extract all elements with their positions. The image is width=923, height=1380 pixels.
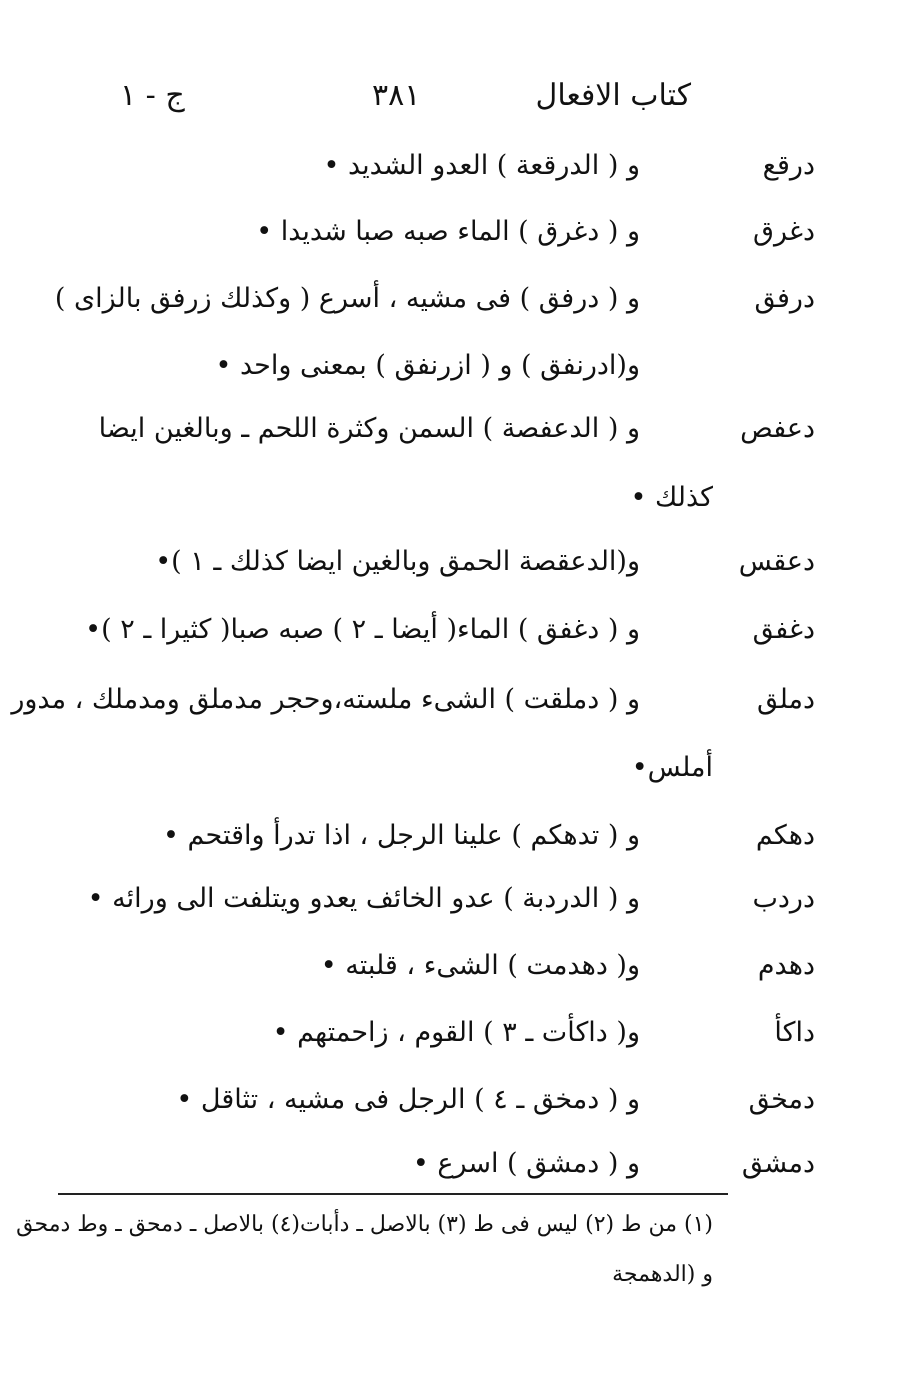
entry-daafas [0,413,923,473]
entry-dahkam [0,820,923,880]
entry-definition: و ( دملقت ) الشىء ملسته،وحجر مدملق ومدملك ، مدور [11,684,640,715]
entry-definition: و ( دمشق ) اسرع • [412,1148,640,1179]
entry-definition: و(الدعقصة الحمق وبالغين ايضا كذلك ـ ١ )• [155,546,640,577]
entry-darqa [0,150,923,210]
entry-daghraq [0,216,923,276]
entry-headword: دعقس [738,546,815,577]
book-title: كتاب الافعال [535,78,691,113]
entry-headword: دغفق [752,614,815,645]
entry-definition: و( دهدمت ) الشىء ، قلبته • [320,950,640,981]
entry-continuation [0,350,923,410]
entry-darfaq [0,283,923,343]
footnote-divider [58,1193,728,1195]
entry-dardab [0,883,923,943]
entry-continuation: كذلك • [630,482,713,513]
entry-daqas [0,546,923,606]
entry-definition: و ( تدهكم ) علينا الرجل ، اذا تدرأ واقتحم • [163,820,640,851]
entry-headword: دهدم [757,950,815,981]
entry-definition: و ( دغرق ) الماء صبه صبا شديدا • [256,216,640,247]
entry-headword: درقع [762,150,815,181]
entry-headword: درفق [754,283,815,314]
footnote-line: و (الدهمجة [612,1262,713,1287]
entry-headword: دمشق [741,1148,815,1179]
entry-definition: و ( الدعفصة ) السمن وكثرة اللحم ـ وبالغين ايضا [98,413,640,444]
page-header [0,78,923,122]
entry-headword: دملق [757,684,815,715]
entry-definition: و ( درفق ) فى مشيه ، أسرع ( وكذلك زرفق بالزاى ) [54,283,640,314]
footnote-line: (١) من ط (٢) ليس فى ط (٣) بالاصل ـ دأبات(٤) بالاصل ـ دمحق ـ وط دمحق [16,1212,713,1237]
entry-definition: و ( دمخق ـ ٤ ) الرجل فى مشيه ، تثاقل • [176,1084,640,1115]
entry-headword: داكأ [774,1017,815,1048]
entry-dahdam [0,950,923,1010]
entry-headword: دغرق [753,216,815,247]
entry-headword: دمخق [748,1084,815,1115]
entry-daghfaq [0,614,923,674]
entry-headword: دردب [752,883,815,914]
entry-continuation: أملس• [631,752,713,783]
entry-definition: و ( الدرقعة ) العدو الشديد • [323,150,640,181]
entry-definition: و( داكأت ـ ٣ ) القوم ، زاحمتهم • [272,1017,640,1048]
entry-headword: دعفص [740,413,815,444]
entry-headword: دهكم [755,820,815,851]
entry-definition: و ( الدردبة ) عدو الخائف يعدو ويتلفت الى ورائه • [87,883,640,914]
entry-definition: و(ادرنفق ) و ( ازرنفق ) بمعنى واحد • [215,350,640,381]
entry-damlaq [0,684,923,744]
entry-damkhaq [0,1084,923,1144]
entry-definition: و ( دغفق ) الماء( أيضا ـ ٢ ) صبه صبا( كثيرا ـ ٢ )• [85,614,640,645]
entry-dakaa [0,1017,923,1077]
entry-dimashq [0,1148,923,1208]
volume-number: ج - ١ [120,78,185,113]
page-number: ٣٨١ [372,78,421,113]
